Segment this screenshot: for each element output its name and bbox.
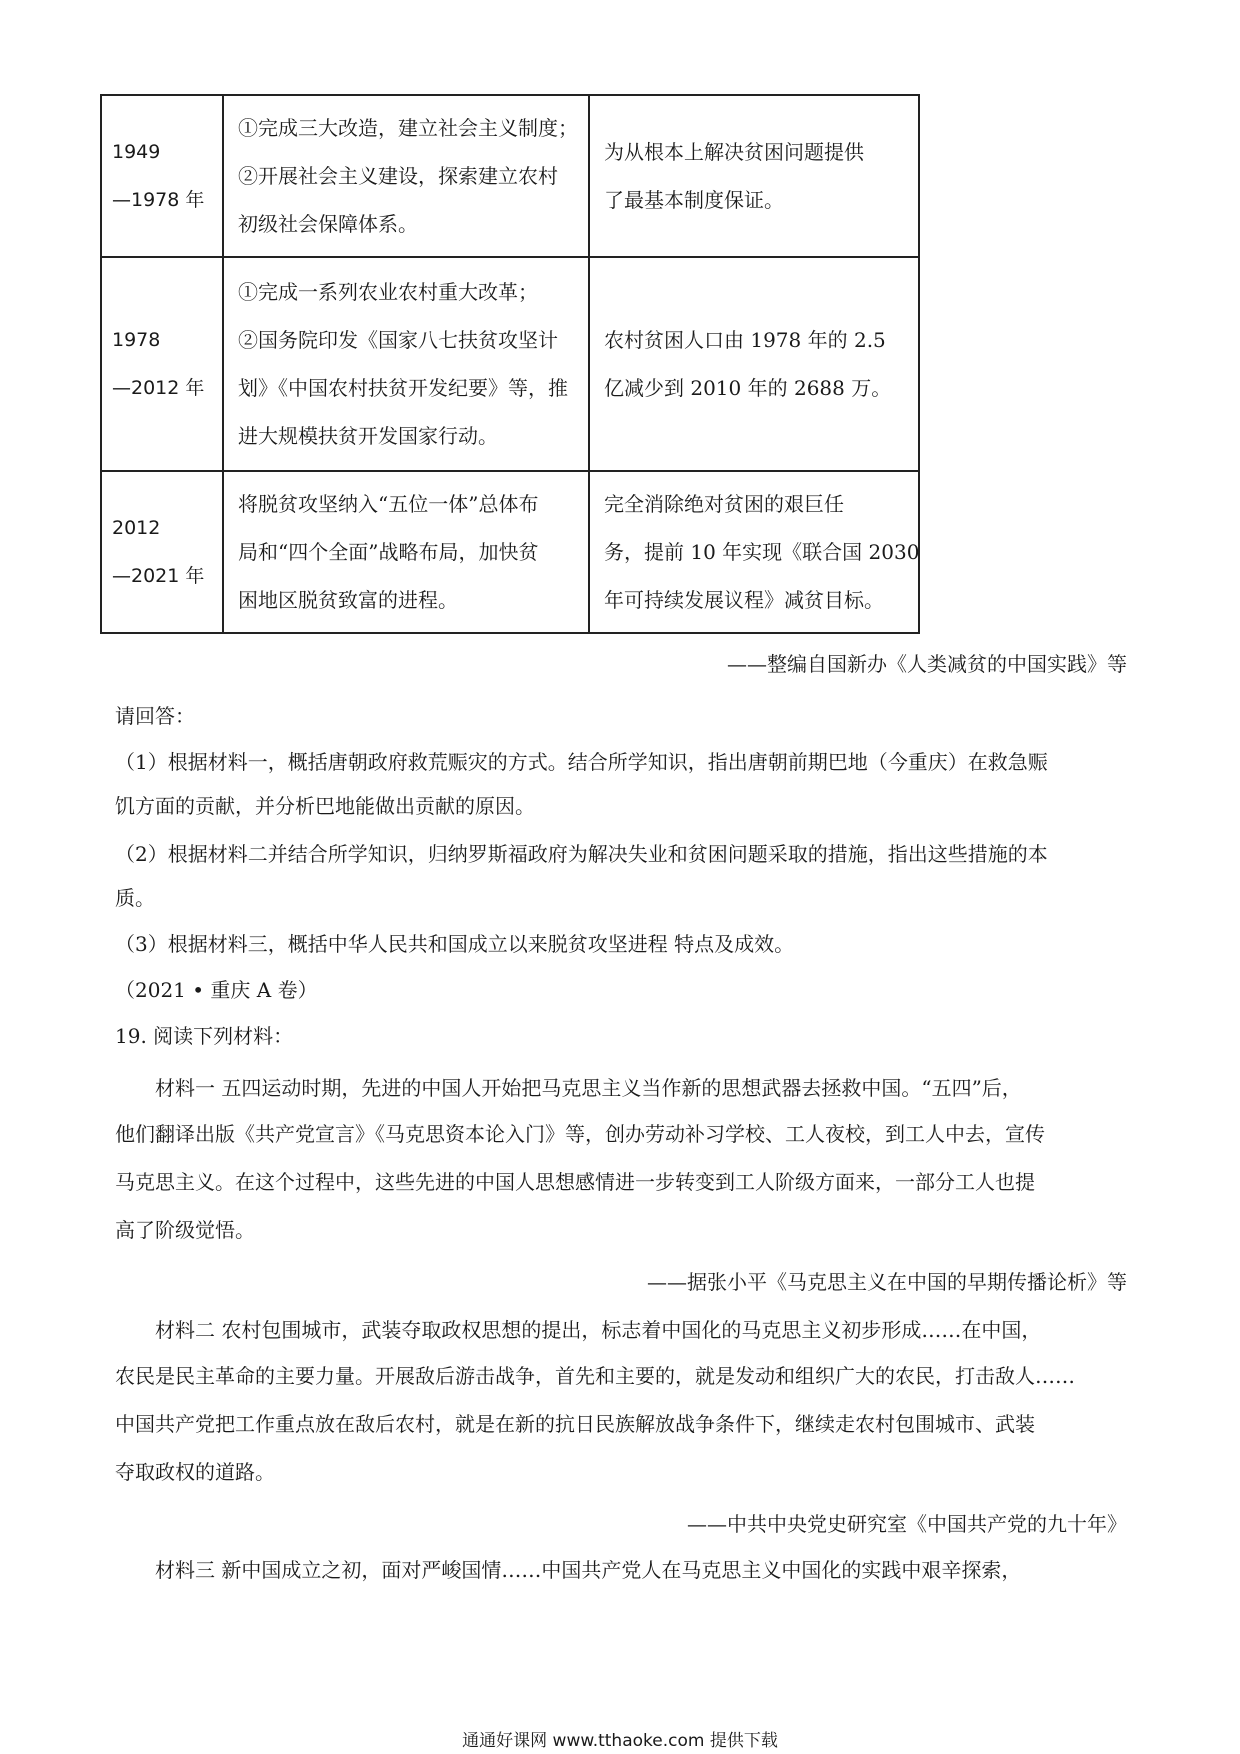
table-source: ——整编自国新办《人类减贫的中国实践》等 xyxy=(727,652,1127,676)
measures-cell: ①完成三大改造，建立社会主义制度； ②开展社会主义建设，探索建立农村 初级社会保障体系。 xyxy=(223,95,589,257)
material-2-source: ——中共中央党史研究室《中国共产党的九十年》 xyxy=(687,1512,1127,1536)
material-2-line-2: 农民是民主革命的主要力量。开展敌后游击战争，首先和主要的，就是发动和组织广大的农民，打击敌人…… xyxy=(115,1364,1075,1388)
effect-cell: 农村贫困人口由 1978 年的 2.5 亿减少到 2010 年的 2688 万。 xyxy=(589,257,919,471)
material-1-line-4: 高了阶级觉悟。 xyxy=(115,1218,255,1242)
measures-cell: 将脱贫攻坚纳入“五位一体”总体布 局和“四个全面”战略布局，加快贫 困地区脱贫致富的进程。 xyxy=(223,471,589,633)
question-2-line-1: （2）根据材料二并结合所学知识，归纳罗斯福政府为解决失业和贫困问题采取的措施，指出这些措施的本 xyxy=(115,842,1048,866)
period-cell: 2012 —2021 年 xyxy=(101,471,223,633)
material-1-line-3: 马克思主义。在这个过程中，这些先进的中国人思想感情进一步转变到工人阶级方面来，一部分工人也提 xyxy=(115,1170,1035,1194)
period-cell: 1978 —2012 年 xyxy=(101,257,223,471)
question-1-line-2: 饥方面的贡献，并分析巴地能做出贡献的原因。 xyxy=(115,794,535,818)
table-row xyxy=(101,471,919,633)
question-1-line-1: （1）根据材料一，概括唐朝政府救荒赈灾的方式。结合所学知识，指出唐朝前期巴地（今重庆）在救急赈 xyxy=(115,750,1048,774)
table-row xyxy=(101,95,919,257)
exam-label: （2021 • 重庆 A 卷） xyxy=(115,978,318,1002)
question-2-line-2: 质。 xyxy=(115,886,155,910)
question-19-title: 19. 阅读下列材料： xyxy=(115,1024,294,1048)
table-row xyxy=(101,257,919,471)
period-cell: 1949 —1978 年 xyxy=(101,95,223,257)
page-footer: 通通好课网 www.tthaoke.com 提供下载 xyxy=(462,1731,778,1751)
poverty-timeline-table xyxy=(100,94,920,634)
question-3: （3）根据材料三，概括中华人民共和国成立以来脱贫攻坚进程 特点及成效。 xyxy=(115,932,795,956)
material-2-line-1: 材料二 农村包围城市，武装夺取政权思想的提出，标志着中国化的马克思主义初步形成……在中国， xyxy=(155,1318,1042,1342)
material-1-line-2: 他们翻译出版《共产党宣言》《马克思资本论入门》等，创办劳动补习学校、工人夜校，到工人中去，宣传 xyxy=(115,1122,1045,1146)
measures-cell: ①完成一系列农业农村重大改革； ②国务院印发《国家八七扶贫攻坚计 划》《中国农村扶贫开发纪要》等，推 进大规模扶贫开发国家行动。 xyxy=(223,257,589,471)
material-1-source: ——据张小平《马克思主义在中国的早期传播论析》等 xyxy=(647,1270,1127,1294)
material-1-line-1: 材料一 五四运动时期，先进的中国人开始把马克思主义当作新的思想武器去拯救中国。“五四”后， xyxy=(155,1076,1022,1100)
answer-prompt: 请回答： xyxy=(115,704,195,728)
material-2-line-4: 夺取政权的道路。 xyxy=(115,1460,275,1484)
effect-cell: 完全消除绝对贫困的艰巨任 务，提前 10 年实现《联合国 2030 年可持续发展议程》减贫目标。 xyxy=(589,471,919,633)
material-2-line-3: 中国共产党把工作重点放在敌后农村，就是在新的抗日民族解放战争条件下，继续走农村包围城市、武装 xyxy=(115,1412,1035,1436)
effect-cell: 为从根本上解决贫困问题提供 了最基本制度保证。 xyxy=(589,95,919,257)
material-3-line-1: 材料三 新中国成立之初，面对严峻国情……中国共产党人在马克思主义中国化的实践中艰辛探索， xyxy=(155,1558,1022,1582)
